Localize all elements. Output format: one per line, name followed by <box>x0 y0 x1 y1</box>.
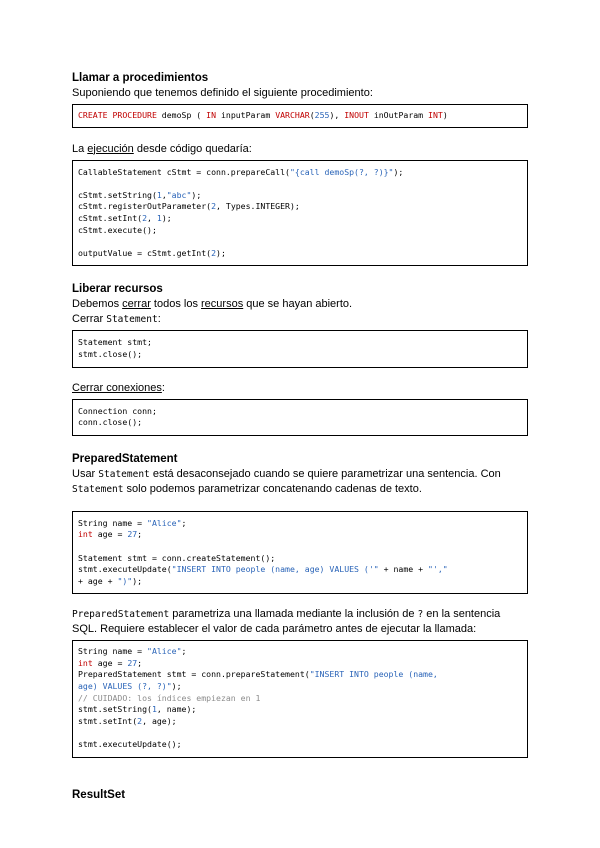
text-run: : <box>157 313 161 326</box>
code-token: ; <box>137 657 143 668</box>
code-block-procedure <box>72 104 528 128</box>
code-token: 27 <box>127 529 138 540</box>
code-token: stmt.setInt( <box>78 715 138 726</box>
code-token: INOUT <box>344 110 369 120</box>
code-token: ( <box>309 110 315 120</box>
code-line: Connection conn; <box>78 405 157 416</box>
code-token: int <box>78 657 93 668</box>
code-token: , <box>161 189 167 200</box>
text-run: en la sentencia <box>423 608 501 621</box>
code-token: VARCHAR <box>275 110 310 120</box>
text-run: todos los <box>150 298 202 311</box>
code-line <box>78 248 522 260</box>
code-token: ) <box>442 110 448 120</box>
code-token: , <box>147 212 157 223</box>
code-line <box>78 669 522 681</box>
code-line: Statement stmt = conn.createStatement(); <box>78 552 276 563</box>
text-run: está desaconsejado cuando se quiere parametrizar una sentencia. Con <box>149 467 501 480</box>
text-run: Cerrar <box>72 313 107 326</box>
code-block-prepared <box>72 640 528 757</box>
code-token: 2 <box>137 715 143 726</box>
code-token: 2 <box>211 201 217 212</box>
text-run: que se hayan abierto. <box>243 298 353 311</box>
code-token: ); <box>393 166 404 177</box>
underlined-text: recursos <box>201 298 244 311</box>
code-token: "'," <box>428 564 448 575</box>
code-token: "Alice" <box>147 646 182 657</box>
code-token: ), <box>329 110 345 120</box>
code-token: PreparedStatement stmt = conn.prepareStatement( <box>78 669 310 680</box>
code-block-close-connection <box>72 399 528 436</box>
code-line <box>78 213 522 225</box>
code-token: String name = <box>78 517 148 528</box>
code-token: ); <box>216 247 226 258</box>
inline-code: ? <box>417 609 424 621</box>
code-line <box>78 681 522 693</box>
paragraph <box>72 607 528 637</box>
code-token: IN <box>206 110 217 120</box>
code-line-blank <box>78 541 522 553</box>
code-line <box>78 167 522 179</box>
code-token: "abc" <box>166 189 192 200</box>
code-line <box>78 646 522 658</box>
code-token: cStmt.setInt( <box>78 212 143 223</box>
section-heading-resultset: ResultSet <box>72 788 126 801</box>
underlined-text: cerrar <box>122 298 151 311</box>
code-token: cStmt.setString( <box>78 189 157 200</box>
code-token: INT <box>428 110 443 120</box>
code-line <box>78 529 522 541</box>
code-token: ); <box>191 189 202 200</box>
text-run: desde código quedaría: <box>133 142 252 155</box>
code-token: age = <box>92 529 128 540</box>
code-block-statement-concat <box>72 511 528 595</box>
inline-code: Statement <box>106 314 158 326</box>
code-token: 1 <box>156 189 162 200</box>
code-token: "INSERT INTO people (name, age) VALUES ('" <box>171 564 379 575</box>
paragraph <box>72 312 528 327</box>
code-token: outputValue = cStmt.getInt( <box>78 247 212 258</box>
paragraph <box>72 142 528 157</box>
code-line <box>78 201 522 213</box>
code-token: + age + <box>78 575 118 586</box>
underlined-text: Cerrar conexiones <box>72 381 162 394</box>
code-token: String name = <box>78 646 148 657</box>
code-line-blank <box>78 236 522 248</box>
code-token: inputParam <box>216 110 276 120</box>
code-line <box>78 658 522 670</box>
code-line: stmt.executeUpdate(); <box>78 739 182 750</box>
document-page <box>72 70 528 803</box>
text-run: Debemos <box>72 298 123 311</box>
code-line-blank <box>78 727 522 739</box>
text-run: Usar <box>72 467 99 480</box>
code-token: age) VALUES (?, ?)" <box>78 681 172 692</box>
code-line <box>78 704 522 716</box>
code-token: ); <box>132 575 143 586</box>
code-token: 1 <box>156 212 162 223</box>
code-line <box>78 190 522 202</box>
paragraph <box>72 297 528 312</box>
code-line <box>78 518 522 530</box>
section-heading-prepared: PreparedStatement <box>72 452 178 465</box>
code-token: ); <box>161 212 172 223</box>
text-run: solo podemos parametrizar concatenando cadenas de texto. <box>123 482 422 495</box>
code-token: 255 <box>314 110 330 120</box>
code-token: 1 <box>151 704 157 715</box>
underlined-text: ejecución <box>87 142 134 155</box>
code-token: , name); <box>156 704 197 715</box>
code-token: demoSp ( <box>156 110 207 120</box>
code-token: cStmt.registerOutParameter( <box>78 201 212 212</box>
code-line: cStmt.execute(); <box>78 224 157 235</box>
code-token: CREATE PROCEDURE <box>78 110 157 120</box>
code-line <box>78 564 522 576</box>
code-token: int <box>78 529 93 540</box>
code-token: 2 <box>211 247 217 258</box>
code-line: stmt.close(); <box>78 348 143 359</box>
code-token: 27 <box>127 657 138 668</box>
code-token: ; <box>137 529 143 540</box>
code-token: + name + <box>378 564 428 575</box>
code-token: stmt.setString( <box>78 704 152 715</box>
code-token: age = <box>92 657 128 668</box>
code-token: ; <box>181 646 187 657</box>
code-line-blank <box>78 178 522 190</box>
inline-code: Statement <box>72 483 124 495</box>
text-run: SQL. Requiere establecer el valor de cada parámetro antes de ejecutar la llamada: <box>72 623 477 636</box>
text-run: La <box>72 142 88 155</box>
code-block-callable <box>72 160 528 267</box>
code-token: CallableStatement cStmt = conn.prepareCall( <box>78 166 290 177</box>
code-line <box>78 576 522 588</box>
section-heading-liberar: Liberar recursos <box>72 283 163 296</box>
code-token: 2 <box>142 212 148 223</box>
code-token: stmt.executeUpdate( <box>78 564 172 575</box>
code-comment: // CUIDADO: los índices empiezan en 1 <box>78 692 261 703</box>
code-token: ); <box>171 681 182 692</box>
code-token: , age); <box>142 715 177 726</box>
code-token: "{call demoSp(?, ?)}" <box>289 166 394 177</box>
code-line: conn.close(); <box>78 417 143 428</box>
code-line <box>78 716 522 728</box>
code-token: "Alice" <box>147 517 182 528</box>
code-token: , Types.INTEGER); <box>216 201 300 212</box>
paragraph <box>72 381 528 396</box>
code-block-close-statement <box>72 330 528 367</box>
code-token: inOutParam <box>368 110 429 120</box>
inline-code: PreparedStatement <box>72 609 170 621</box>
inline-code: Statement <box>98 468 150 480</box>
paragraph <box>72 467 528 497</box>
code-token: ")" <box>117 575 133 586</box>
code-line: Statement stmt; <box>78 337 152 348</box>
section-heading-llamar: Llamar a procedimientos <box>72 72 209 84</box>
code-token: "INSERT INTO people (name, <box>309 669 438 680</box>
paragraph: Suponiendo que tenemos definido el siguiente procedimiento: <box>72 87 373 99</box>
code-token: ; <box>181 517 187 528</box>
text-run: parametriza una llamada mediante la inclusión de <box>169 608 418 621</box>
text-run: : <box>161 381 165 394</box>
